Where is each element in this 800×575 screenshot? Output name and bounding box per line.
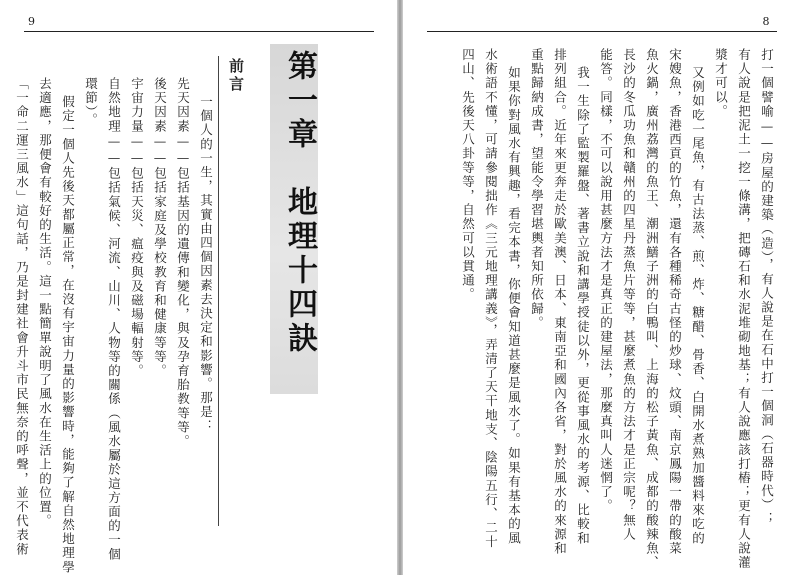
text-column: 自然地理——包括氣候、河流、山川、人物等的關係（風水屬於這方面的一個 bbox=[106, 77, 122, 562]
left-page bbox=[0, 0, 397, 575]
text-column: 宋嫂魚，香港西貢的竹魚，還有各種稀奇古怪的炒球、炆頭、南京鳳陽一帶的酸菜 bbox=[667, 48, 683, 556]
right-page bbox=[403, 0, 800, 575]
text-column: 環節）。 bbox=[83, 77, 99, 128]
text-column: 去適應，那便會有較好的生活。這一點簡單說明了風水在生活上的位置。 bbox=[37, 77, 53, 529]
text-column: 後天因素——包括家庭及學校教育和健康等等。 bbox=[152, 77, 168, 379]
text-column: 如果你對風水有興趣，看完本書，你便會知道甚麼是風水了。如果有基本的風 bbox=[506, 66, 522, 546]
text-column: 先天因素——包括基因的遺傳和變化，與及孕育胎教等等。 bbox=[175, 77, 191, 449]
text-column: 我一生除了監製羅盤、著書立說和講學授徒以外，更從事風水的考源、比較和 bbox=[575, 66, 591, 546]
header-rule-right bbox=[427, 31, 777, 32]
text-column: 宇宙力量——包括天災、瘟疫與及磁場輻射等。 bbox=[129, 77, 145, 379]
section-rule bbox=[218, 56, 219, 526]
text-column: 「一命二運三風水」這句話，乃是封建社會升斗市民無奈的呼聲，並不代表術 bbox=[14, 77, 30, 557]
text-column: 又例如吃一尾魚，有古法蒸、煎、炸、糖醋、骨香、白開水煮熟加醬料來吃的 bbox=[690, 66, 706, 546]
text-column: 一個人的一生，其實由四個因素去決定和影響。那是： bbox=[198, 95, 214, 434]
text-column: 排列組合。近年來更奔走於歐美澳、日本、東南亞和國內各省，對於風水的來源和 bbox=[552, 48, 568, 556]
text-column: 魚火鍋，廣州荔灣的魚王、潮洲鱔子洲的白鴨叫、上海的松子黃魚、成都的酸辣魚、 bbox=[644, 48, 660, 570]
text-column: 四山、先後天八卦等等，自然可以貫通。 bbox=[460, 48, 476, 302]
text-column: 長沙的冬瓜功魚和贛州的四星丹蒸魚片等等，甚麼煮魚的方法才是正宗呢？無人 bbox=[621, 48, 637, 542]
text-column: 打一個譬喻——房屋的建築（造），有人說是在石中打一個洞（石器時代）； bbox=[759, 48, 775, 527]
page-number-right: 8 bbox=[762, 15, 770, 28]
text-column: 假定一個人先後天都屬正常，在沒有宇宙力量的影響時，能夠了解自然地理學 bbox=[60, 95, 76, 575]
section-title: 前言 bbox=[227, 58, 245, 94]
text-column: 有人說是把泥土一挖一條溝，把磚石和水泥堆砌地基；有人說應該打樁；更有人說灌 bbox=[736, 48, 752, 570]
text-column: 重點歸納成書，望能令學習堪輿者知所依歸。 bbox=[529, 48, 545, 330]
page-number-left: 9 bbox=[28, 15, 36, 28]
text-column: 水術語不懂，可請參閱拙作《三元地理講義》，弄清了天干地支、陰陽五行、二十 bbox=[483, 48, 499, 550]
text-column: 能答。同樣，不可以說用甚麼方法才是真正的建屋法，那麼真叫人迷惘了。 bbox=[598, 48, 614, 514]
header-rule-left bbox=[24, 31, 374, 32]
text-column: 漿才可以。 bbox=[713, 48, 729, 119]
chapter-title: 第一章 地理十四訣 bbox=[282, 50, 317, 356]
